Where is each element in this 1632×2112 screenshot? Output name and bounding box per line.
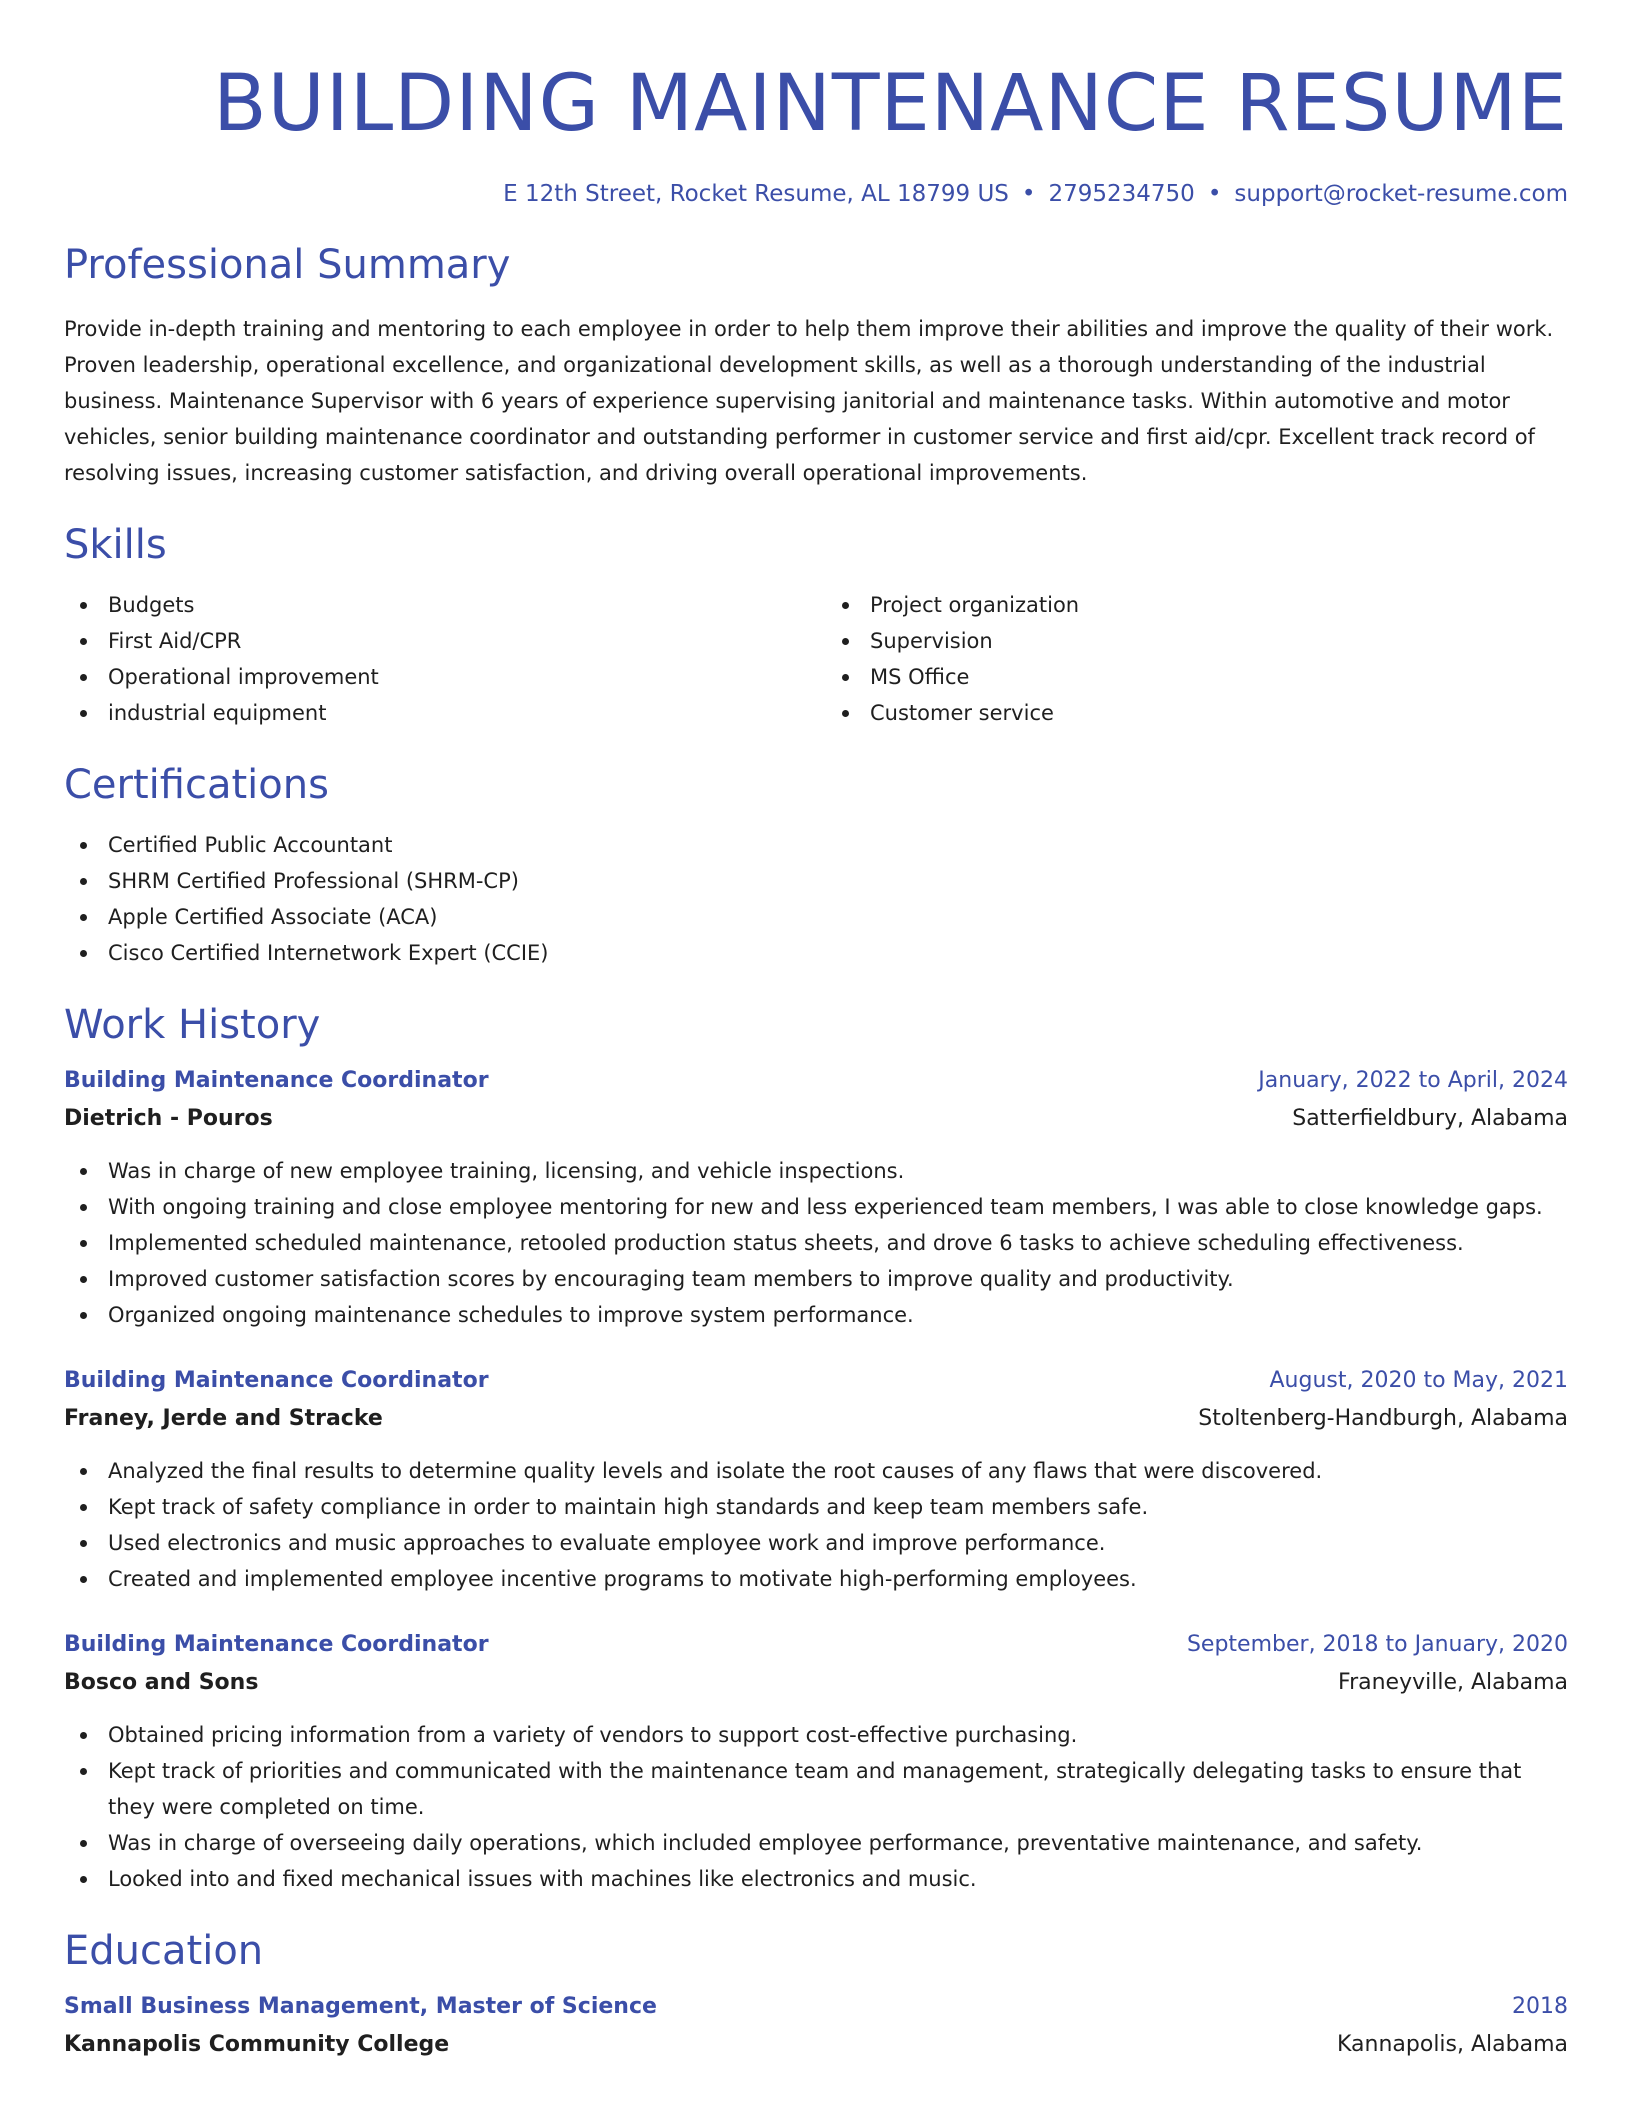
job-bullet: Analyzed the final results to determine quality levels and isolate the root causes of any flaws that were discovered. [64,1453,1568,1489]
certifications-section [64,759,1568,971]
job-entry [64,1627,1568,1897]
job-company-row [64,1663,1568,1703]
contact-address: E 12th Street, Rocket Resume, AL 18799 US [503,181,1009,207]
certifications-list [64,827,1568,971]
job-entry [64,1063,1568,1333]
education-entry [64,1989,1568,2065]
education-degree: Small Business Management, Master of Science [64,1994,657,2019]
skill-item: industrial equipment [64,695,806,731]
job-title: Building Maintenance Coordinator [64,1632,489,1657]
job-bullet: Improved customer satisfaction scores by encouraging team members to improve quality and productivity. [64,1261,1568,1297]
certifications-heading: Certifications [64,762,329,808]
work-history-section [64,999,1568,1897]
job-location: Satterfieldbury, Alabama [1292,1106,1568,1131]
skill-item: Operational improvement [64,659,806,695]
job-title: Building Maintenance Coordinator [64,1068,489,1093]
skill-item: Supervision [826,623,1568,659]
job-location: Franeyville, Alabama [1338,1670,1568,1695]
contact-separator: • [1021,181,1036,207]
job-bullet: Used electronics and music approaches to evaluate employee work and improve performance. [64,1525,1568,1561]
education-school: Kannapolis Community College [64,2032,450,2057]
resume-title: BUILDING MAINTENANCE RESUME [213,59,1568,149]
job-bullet: With ongoing training and close employee mentoring for new and less experienced team members, I was able to close knowledge gaps. [64,1189,1568,1225]
summary-text: Provide in-depth training and mentoring to each employee in order to help them improve their abilities and improve the quality of their work. Proven leadership, operational excellence, and organizational development skills, as well as a thorough understanding of the industrial business. Maintenance Supervisor with 6 years of experience supervising janitorial and maintenance tasks. Within automotive and motor vehicles, senior building maintenance coordinator and outstanding performer in customer service and first aid/cpr. Excellent track record of resolving issues, increasing customer satisfaction, and driving overall operational improvements. [64,317,1554,485]
job-company: Bosco and Sons [64,1670,259,1695]
resume-page [64,0,1568,2065]
job-header-row [64,1363,1568,1399]
job-bullet: Implemented scheduled maintenance, retooled production status sheets, and drove 6 tasks to achieve scheduling effectiveness. [64,1225,1568,1261]
job-entry [64,1363,1568,1597]
job-company-row [64,1399,1568,1439]
certification-item: Cisco Certified Internetwork Expert (CCIE) [64,935,1568,971]
job-company: Dietrich - Pouros [64,1106,273,1131]
skill-item: Project organization [826,587,1568,623]
education-school-row [64,2025,1568,2065]
skills-list-left [64,587,806,731]
education-header-row [64,1989,1568,2025]
certification-item: SHRM Certified Professional (SHRM-CP) [64,863,1568,899]
contact-phone: 2795234750 [1048,181,1195,207]
job-location: Stoltenberg-Handburgh, Alabama [1198,1406,1568,1431]
skills-grid [64,587,1568,731]
education-section [64,1925,1568,2065]
job-bullet: Kept track of safety compliance in order to maintain high standards and keep team members safe. [64,1489,1568,1525]
certification-item: Apple Certified Associate (ACA) [64,899,1568,935]
education-year: 2018 [1512,1994,1568,2019]
education-heading: Education [64,1928,264,1974]
summary-section [64,239,1568,491]
job-bullet: Was in charge of new employee training, licensing, and vehicle inspections. [64,1153,1568,1189]
education-location: Kannapolis, Alabama [1337,2032,1568,2057]
job-bullet: Looked into and fixed mechanical issues with machines like electronics and music. [64,1861,1568,1897]
contact-email[interactable]: support@rocket-resume.com [1234,181,1568,207]
job-bullets [64,1717,1568,1897]
job-bullets [64,1453,1568,1597]
job-dates: August, 2020 to May, 2021 [1269,1368,1568,1393]
job-dates: January, 2022 to April, 2024 [1258,1068,1568,1093]
job-company: Franey, Jerde and Stracke [64,1406,383,1431]
job-bullets [64,1153,1568,1333]
job-dates: September, 2018 to January, 2020 [1186,1632,1568,1657]
skills-heading: Skills [64,522,167,568]
skills-section [64,519,1568,731]
certification-item: Certified Public Accountant [64,827,1568,863]
job-header-row [64,1063,1568,1099]
job-bullet: Created and implemented employee incentive programs to motivate high-performing employees. [64,1561,1568,1597]
contact-info [64,178,1568,210]
job-bullet: Was in charge of overseeing daily operations, which included employee performance, preventative maintenance, and safety. [64,1825,1568,1861]
job-company-row [64,1099,1568,1139]
skills-list-right [826,587,1568,731]
job-title: Building Maintenance Coordinator [64,1368,489,1393]
job-header-row [64,1627,1568,1663]
skill-item: First Aid/CPR [64,623,806,659]
skill-item: MS Office [826,659,1568,695]
job-bullet: Obtained pricing information from a variety of vendors to support cost-effective purchasing. [64,1717,1568,1753]
skill-item: Customer service [826,695,1568,731]
skill-item: Budgets [64,587,806,623]
job-bullet: Organized ongoing maintenance schedules to improve system performance. [64,1297,1568,1333]
work-history-heading: Work History [64,1002,321,1048]
job-bullet: Kept track of priorities and communicated with the maintenance team and management, strategically delegating tasks to ensure that they were completed on time. [64,1753,1568,1825]
contact-separator: • [1207,181,1222,207]
summary-heading: Professional Summary [64,242,511,288]
